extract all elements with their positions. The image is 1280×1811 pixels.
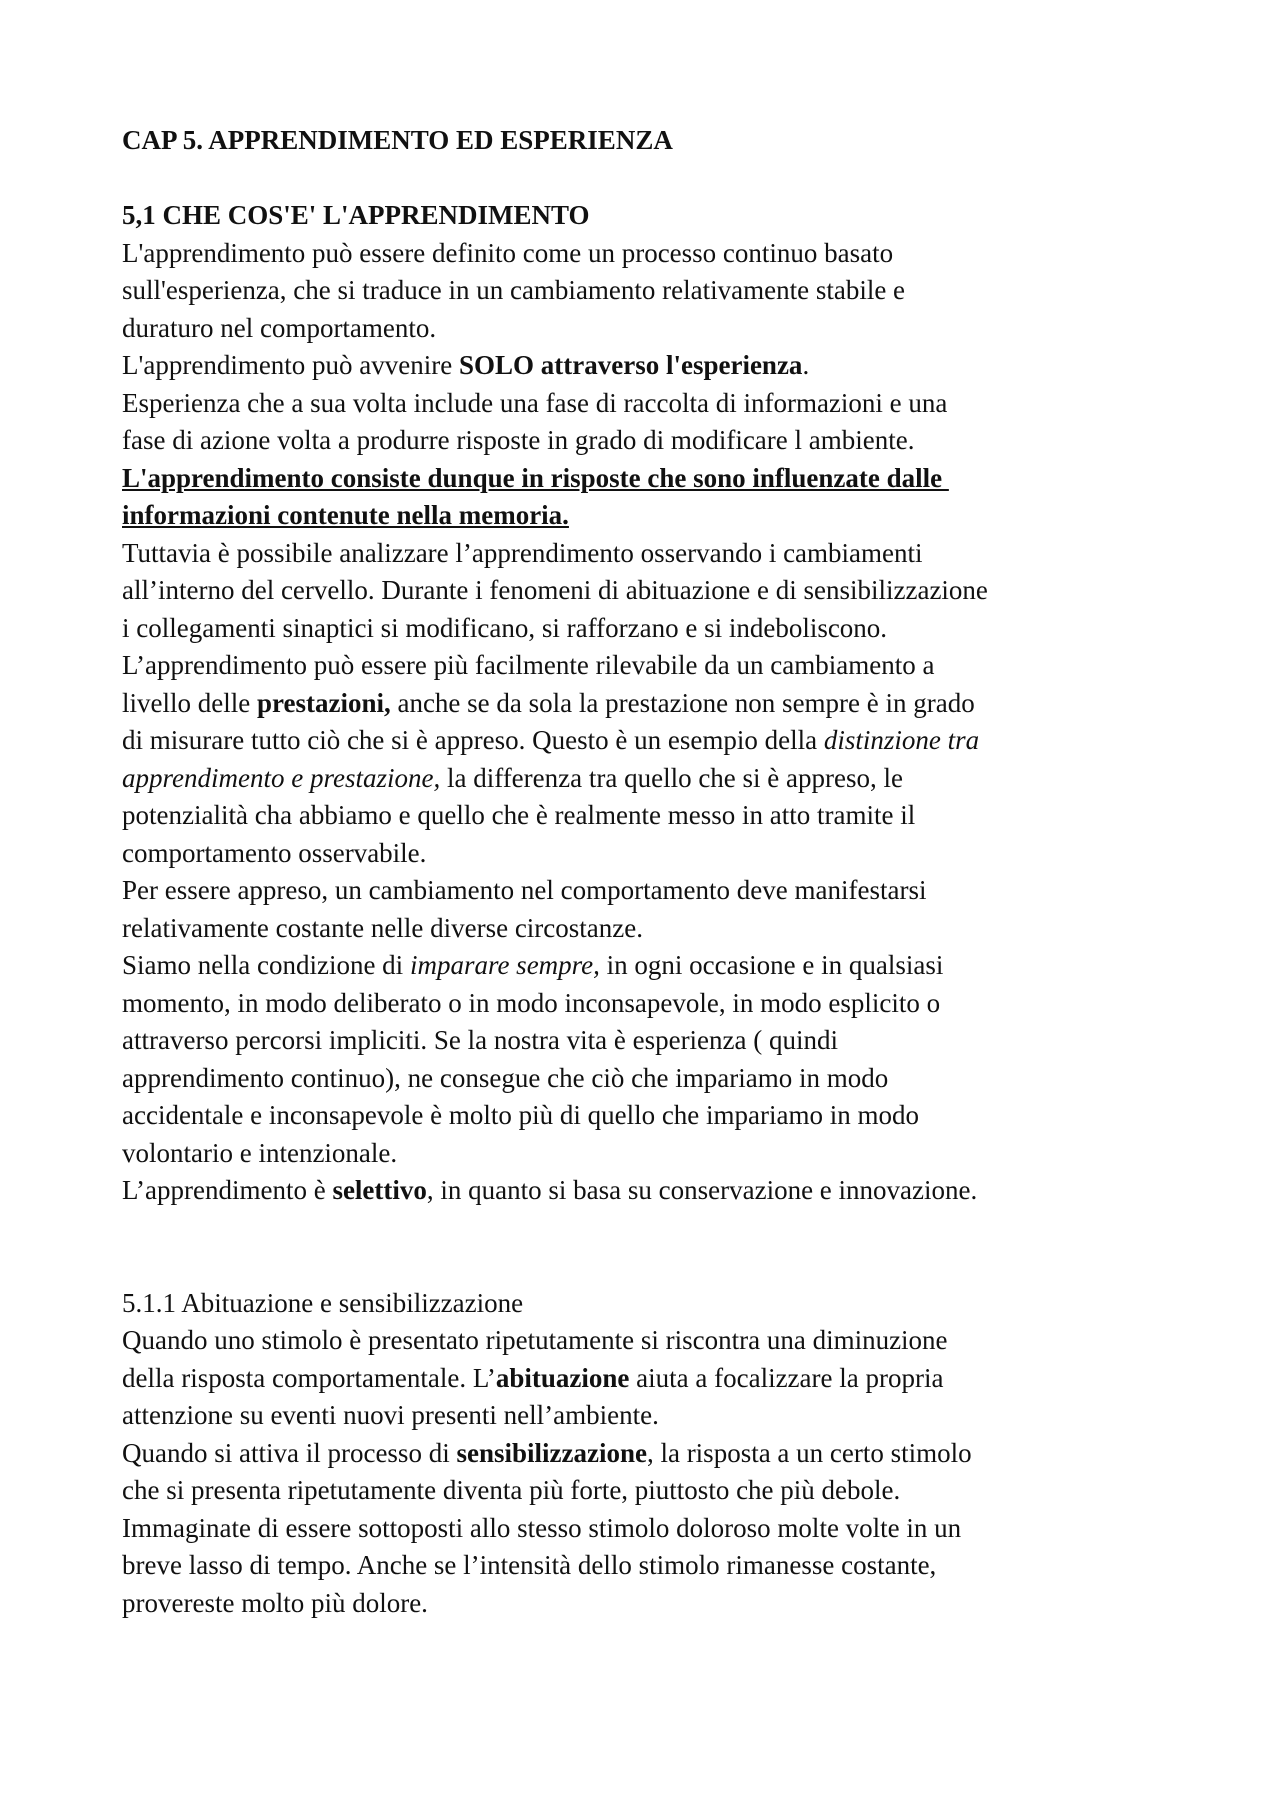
paragraph-definition: [122, 235, 1182, 348]
text-line: L’apprendimento può essere più facilmente rilevabile da un cambiamento a: [122, 650, 935, 680]
italic-text: apprendimento e prestazione,: [122, 762, 441, 793]
text-line: [122, 722, 1182, 760]
text-line: comportamento osservabile.: [122, 837, 427, 868]
text-run: aiuta a focalizzare la propria: [629, 1362, 944, 1393]
subsection-heading: 5.1.1 Abituazione e sensibilizzazione: [122, 1287, 524, 1318]
text-line: Esperienza che a sua volta include una fase di raccolta di informazioni e una: [122, 387, 948, 418]
paragraph-sensitization: [122, 1435, 1182, 1623]
text-run: , in quanto si basa su conservazione e innovazione.: [426, 1175, 978, 1205]
text-run: Siamo nella condizione di: [122, 950, 410, 980]
bold-text: SOLO attraverso l'esperienza: [459, 350, 803, 380]
text-run: L'apprendimento può avvenire: [122, 350, 459, 380]
text-line: apprendimento continuo), ne consegue che ciò che impariamo in modo: [122, 1062, 889, 1093]
underlined-bold-line: informazioni contenute nella memoria.: [122, 500, 569, 530]
text-line: attraverso percorsi impliciti. Se la nostra vita è esperienza ( quindi: [122, 1025, 839, 1055]
paragraph-memory-emphasis: [122, 460, 1182, 535]
text-run: .: [802, 350, 810, 380]
paragraph-constancy: [122, 872, 1182, 947]
text-line: L'apprendimento può essere definito come un processo continuo basato: [122, 237, 894, 268]
text-line: momento, in modo deliberato o in modo inconsapevole, in modo esplicito o: [122, 987, 941, 1018]
text-run: L’apprendimento è: [122, 1175, 333, 1205]
blank-line: [122, 160, 1182, 198]
text-line: [122, 947, 1182, 985]
text-line: potenzialità cha abbiamo e quello che è realmente messo in atto tramite il: [122, 800, 916, 830]
text-line: [122, 685, 1182, 723]
text-line: Per essere appreso, un cambiamento nel comportamento deve manifestarsi: [122, 875, 927, 905]
bold-text: prestazioni,: [256, 687, 391, 718]
paragraph-experience-phases: [122, 385, 1182, 460]
text-line: breve lasso di tempo. Anche se l’intensità dello stimolo rimanesse costante,: [122, 1550, 937, 1580]
text-line: Tuttavia è possibile analizzare l’apprendimento osservando i cambiamenti: [122, 537, 923, 568]
text-run: di misurare tutto ciò che si è appreso. Questo è un esempio della: [122, 725, 824, 755]
text-run: , la risposta a un certo stimolo: [646, 1437, 972, 1468]
text-line: i collegamenti sinaptici si modificano, si rafforzano e si indeboliscono.: [122, 612, 888, 643]
text-line: accidentale e inconsapevole è molto più di quello che impariamo in modo: [122, 1100, 920, 1130]
text-line: [122, 1360, 1182, 1398]
text-line: fase di azione volta a produrre risposte in grado di modificare l ambiente.: [122, 425, 915, 455]
chapter-title: CAP 5. APPRENDIMENTO ED ESPERIENZA: [122, 125, 673, 155]
text-line: provereste molto più dolore.: [122, 1587, 428, 1618]
text-line: sull'esperienza, che si traduce in un cambiamento relativamente stabile e: [122, 275, 906, 305]
bold-text: abituazione: [495, 1362, 630, 1393]
text-line: Quando uno stimolo è presentato ripetutamente si riscontra una diminuzione: [122, 1325, 948, 1355]
paragraph-always-learning: [122, 947, 1182, 1172]
text-run: anche se da sola la prestazione non sempre è in grado: [390, 687, 975, 718]
text-line: Immaginate di essere sottoposti allo stesso stimolo doloroso molte volte in un: [122, 1512, 962, 1543]
paragraph-selective: [122, 1172, 1182, 1210]
section-heading: 5,1 CHE COS'E' L'APPRENDIMENTO: [122, 200, 590, 230]
paragraph-experience-only: [122, 347, 1182, 385]
underlined-bold-line: L'apprendimento consiste dunque in risposte che sono influenzate dalle: [122, 462, 949, 493]
paragraph-brain-changes: [122, 535, 1182, 648]
text-line: [122, 760, 1182, 798]
bold-text: sensibilizzazione: [456, 1437, 647, 1468]
paragraph-performance: [122, 647, 1182, 872]
text-run: livello delle: [122, 687, 257, 718]
text-line: relativamente costante nelle diverse circostanze.: [122, 912, 643, 943]
text-run: in ogni occasione e in qualsiasi: [599, 950, 944, 980]
text-line: che si presenta ripetutamente diventa più forte, piuttosto che più debole.: [122, 1475, 901, 1505]
bold-text: selettivo: [332, 1175, 427, 1205]
document-body: [122, 122, 1182, 1622]
text-line: attenzione su eventi nuovi presenti nell’ambiente.: [122, 1400, 659, 1430]
text-line: volontario e intenzionale.: [122, 1137, 398, 1168]
text-run: della risposta comportamentale. L’: [122, 1362, 496, 1393]
text-line: [122, 1435, 1182, 1473]
paragraph-habituation: [122, 1322, 1182, 1435]
text-line: duraturo nel comportamento.: [122, 312, 437, 343]
text-run: Quando si attiva il processo di: [122, 1437, 457, 1468]
text-line: all’interno del cervello. Durante i fenomeni di abituazione e di sensibilizzazione: [122, 575, 988, 605]
italic-text: distinzione tra: [823, 725, 980, 755]
text-run: la differenza tra quello che si è appreso, le: [440, 762, 903, 793]
blank-lines: [122, 1210, 1182, 1285]
italic-text: imparare sempre,: [409, 950, 600, 980]
